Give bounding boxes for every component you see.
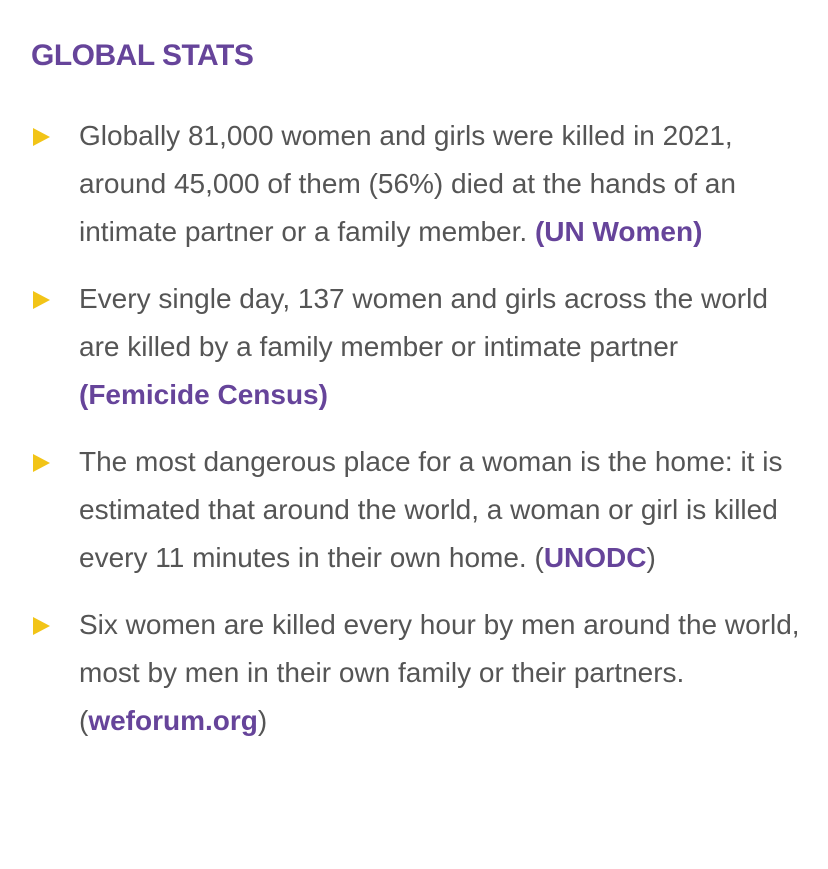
stat-item-unodc: [0, 438, 828, 582]
stat-text: The most dangerous place for a woman is the home: it is estimated that around the world, a woman or girl is killed every 11 minutes in their own home.: [79, 446, 783, 573]
section-heading: GLOBAL STATS: [31, 39, 254, 72]
stats-list: [0, 112, 828, 764]
stat-text: Globally 81,000 women and girls were killed in 2021, around 45,000 of them (56%) died at the hands of an intimate partner or a family member.: [79, 120, 736, 247]
stat-item-weforum: [0, 601, 828, 745]
bullet-arrow-icon: [33, 291, 50, 309]
source-link-un-women[interactable]: (UN Women): [534, 216, 703, 247]
source-link-weforum[interactable]: weforum.org: [88, 705, 258, 736]
bullet-arrow-icon: [33, 617, 50, 635]
source-close: ): [257, 705, 268, 736]
source-close: ): [646, 542, 656, 573]
source-open: (: [79, 705, 89, 736]
stat-text: Six women are killed every hour by men around the world, most by men in their own family or their partners.: [79, 609, 800, 688]
stat-item-un-women: [0, 112, 828, 256]
source-open: (: [534, 542, 544, 573]
source-link-femicide-census[interactable]: (Femicide Census): [79, 379, 328, 410]
stat-text: Every single day, 137 women and girls across the world are killed by a family member or intimate partner: [79, 283, 768, 362]
bullet-arrow-icon: [33, 454, 50, 472]
bullet-arrow-icon: [33, 128, 50, 146]
stat-item-femicide-census: [0, 275, 828, 419]
source-link-unodc[interactable]: UNODC: [543, 542, 647, 573]
